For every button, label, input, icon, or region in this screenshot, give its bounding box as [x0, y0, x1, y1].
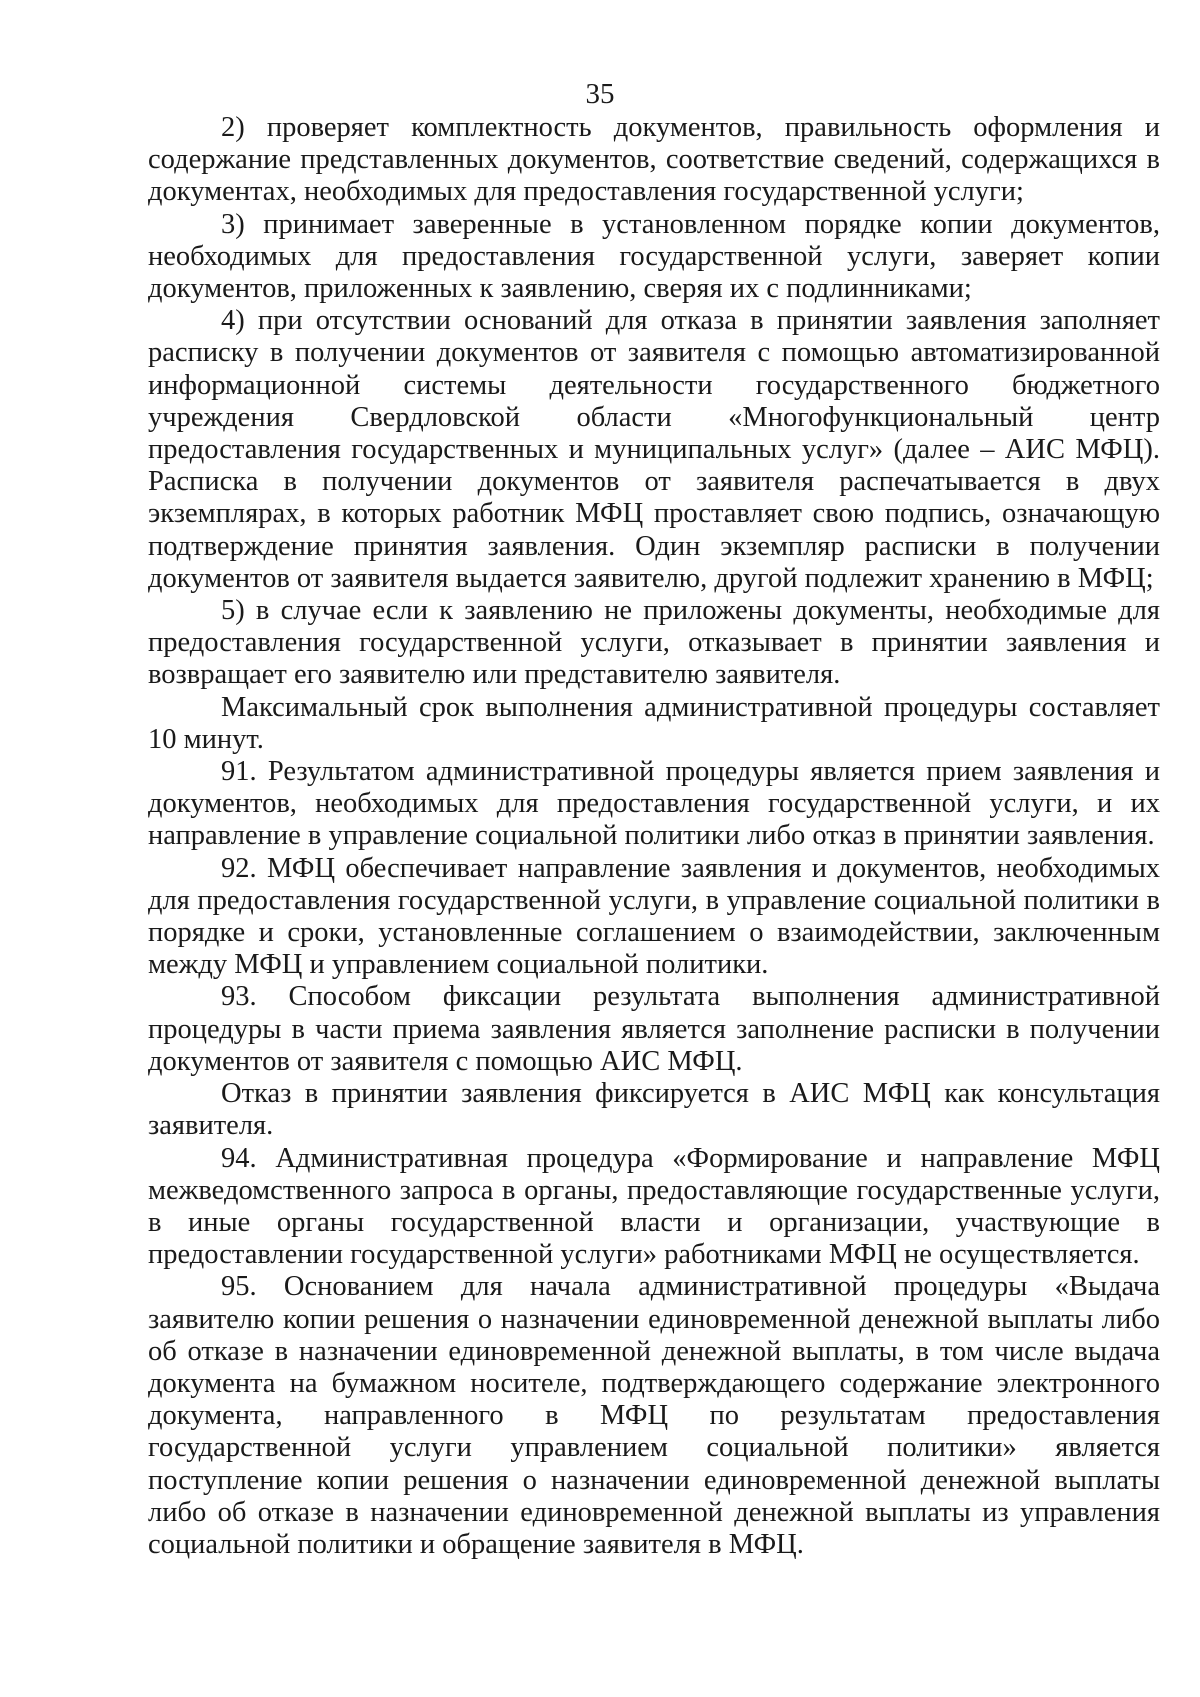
paragraph-item-5: 5) в случае если к заявлению не приложены документы, необходимые для предоставления государственной услуги, отказывает в принятии заявления и возвращает его заявителю или представителю заявителя.: [148, 595, 1160, 691]
paragraph-item-3: 3) принимает заверенные в установленном порядке копии документов, необходимых для предоставления государственной услуги, заверяет копии документов, приложенных к заявлению, сверяя их с подлинниками;: [148, 208, 1160, 305]
paragraph-93: 93. Способом фиксации результата выполнения административной процедуры в части приема заявления является заполнение расписки в получении документов от заявителя с помощью АИС МФЦ.: [148, 981, 1160, 1077]
paragraph-refusal: Отказ в принятии заявления фиксируется в АИС МФЦ как консультация заявителя.: [148, 1078, 1160, 1142]
document-body: [148, 112, 1160, 1561]
paragraph-item-4: 4) при отсутствии оснований для отказа в принятии заявления заполняет расписку в получении документов от заявителя с помощью автоматизированной информационной системы деятельности государственного бюджетного учреждения Свердловской области «Многофункциональный центр предоставления государственных и муниципальных услуг» (далее – АИС МФЦ). Расписка в получении документов от заявителя распечатывается в двух экземплярах, в которых работник МФЦ проставляет свою подпись, означающую подтверждение принятия заявления. Один экземпляр расписки в получении документов от заявителя выдается заявителю, другой подлежит хранению в МФЦ;: [148, 305, 1160, 594]
paragraph-item-2: 2) проверяет комплектность документов, правильность оформления и содержание представленных документов, соответствие сведений, содержащихся в документах, необходимых для предоставления государственной услуги;: [148, 112, 1160, 208]
paragraph-95: 95. Основанием для начала административной процедуры «Выдача заявителю копии решения о назначении единовременной денежной выплаты либо об отказе в назначении единовременной денежной выплаты, в том числе выдача документа на бумажном носителе, подтверждающего содержание электронного документа, направленного в МФЦ по результатам предоставления государственной услуги управлением социальной политики» является поступление копии решения о назначении единовременной денежной выплаты либо об отказе в назначении единовременной денежной выплаты из управления социальной политики и обращение заявителя в МФЦ.: [148, 1271, 1160, 1560]
page-number: 35: [585, 78, 615, 110]
paragraph-92: 92. МФЦ обеспечивает направление заявления и документов, необходимых для предоставления государственной услуги, в управление социальной политики в порядке и сроки, установленные соглашением о взаимодействии, заключенным между МФЦ и управлением социальной политики.: [148, 852, 1160, 981]
paragraph-max-duration: Максимальный срок выполнения административной процедуры составляет 10 минут.: [148, 691, 1160, 755]
paragraph-91: 91. Результатом административной процедуры является прием заявления и документов, необходимых для предоставления государственной услуги, и их направление в управление социальной политики либо отказ в принятии заявления.: [148, 756, 1160, 852]
paragraph-94: 94. Административная процедура «Формирование и направление МФЦ межведомственного запроса в органы, предоставляющие государственные услуги, в иные органы государственной власти и организации, участвующие в предоставлении государственной услуги» работниками МФЦ не осуществляется.: [148, 1142, 1160, 1271]
